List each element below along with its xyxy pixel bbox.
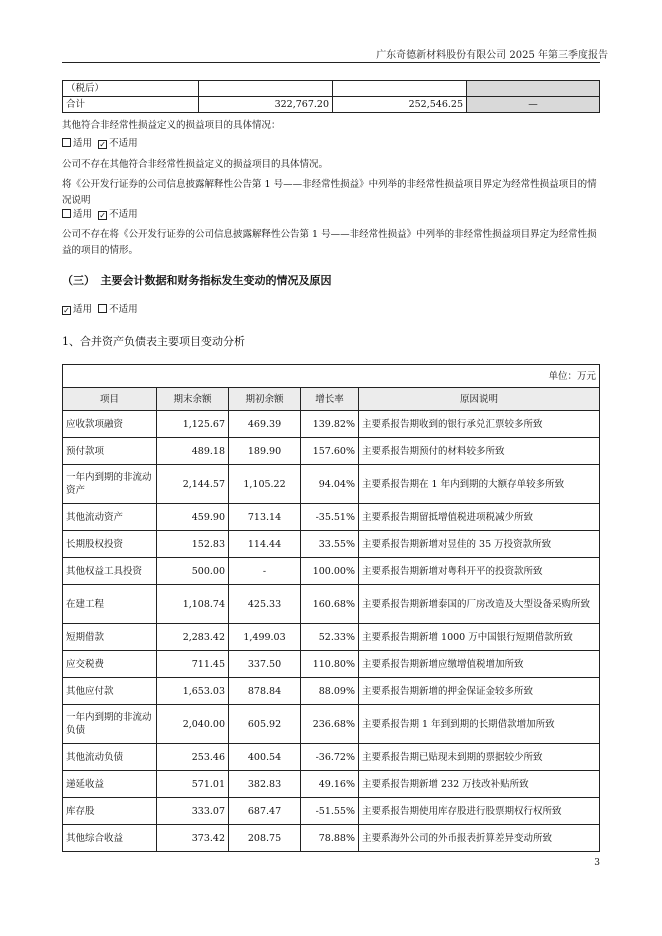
checkbox-unchecked-icon xyxy=(62,138,71,147)
row-label: （税后） xyxy=(63,81,199,97)
checkbox-unchecked-icon xyxy=(98,304,107,313)
reclass-statement: 公司不存在将《公开发行证券的公司信息披露解释性公告第 1 号——非经常性损益》中列举的非经常性损益项目界定为经常性损益的项目的情形。 xyxy=(62,229,597,256)
table-row: 预付款项 489.18 189.90 157.60% 主要系报告期预付的材料较多所致 xyxy=(63,438,600,465)
header-row xyxy=(63,388,600,411)
section-title: （三） 主要会计数据和财务指标发生变动的情况及原因 xyxy=(62,274,332,287)
table-row: 应收款项融资 1,125.67 469.39 139.82% 主要系报告期收到的银行承兑汇票较多所致 xyxy=(63,411,600,438)
table-row-total xyxy=(63,97,600,113)
header-divider xyxy=(62,62,600,63)
report-header-title: 广东奇德新材料股份有限公司 2025 年第三季度报告 xyxy=(376,50,608,61)
checkbox-checked-icon: ✓ xyxy=(99,211,106,220)
other-items-statement: 公司不存在其他符合非经常性损益定义的损益项目的具体情况。 xyxy=(62,159,329,170)
column-header: 期初余额 xyxy=(229,388,301,411)
checkbox-checked-icon: ✓ xyxy=(63,306,70,315)
table-row: 库存股 333.07 687.47 -51.55% 主要系报告期使用库存股进行股票期权行权所致 xyxy=(63,798,600,825)
checkbox-unchecked-icon xyxy=(62,209,71,218)
reclass-checkboxes: 适用 ✓ 不适用 xyxy=(62,207,602,223)
section3-checkboxes: ✓ 适用 不适用 xyxy=(63,304,138,315)
total-current: 322,767.20 xyxy=(199,97,333,113)
table-row: 长期股权投资 152.83 114.44 33.55% 主要系报告期新增对昱佳的 35 万投资款所致 xyxy=(63,531,600,558)
column-header: 期末余额 xyxy=(157,388,229,411)
table-row: 其他流动负债 253.46 400.54 -36.72% 主要系报告期已贴现未到期的票据较少所致 xyxy=(63,744,600,771)
total-note: — xyxy=(467,97,600,113)
total-ytd: 252,546.25 xyxy=(333,97,467,113)
total-label: 合计 xyxy=(63,97,199,113)
page-number: 3 xyxy=(594,858,600,868)
reclass-intro: 将《公开发行证券的公司信息披露解释性公告第 1 号——非经常性损益》中列举的非经常性损益项目界定为经常性损益项目的情况说明 xyxy=(62,179,597,206)
column-header: 项目 xyxy=(63,388,157,411)
other-items-checkboxes: 适用 ✓ 不适用 xyxy=(62,136,602,152)
table-row: 其他流动资产 459.90 713.14 -35.51% 主要系报告期留抵增值税进项税减少所致 xyxy=(63,504,600,531)
table-row: 一年内到期的非流动资产 2,144.57 1,105.22 94.04% 主要系报告期在 1 年内到期的大额存单较多所致 xyxy=(63,465,600,504)
table-row: 在建工程 1,108.74 425.33 160.68% 主要系报告期新增泰国的厂房改造及大型设备采购所致 xyxy=(63,585,600,624)
table-row: 其他权益工具投资 500.00 - 100.00% 主要系报告期新增对粤科开平的投资款所致 xyxy=(63,558,600,585)
table-row: 其他应付款 1,653.03 878.84 88.09% 主要系报告期新增的押金保证金较多所致 xyxy=(63,678,600,705)
column-header: 增长率 xyxy=(301,388,359,411)
column-header: 原因说明 xyxy=(359,388,600,411)
non-recurring-total-table xyxy=(62,80,600,113)
unit-label: 单位：万元 xyxy=(63,365,600,388)
table-row: 应交税费 711.45 337.50 110.80% 主要系报告期新增应缴增值税增加所致 xyxy=(63,651,600,678)
table-row: 一年内到期的非流动负债 2,040.00 605.92 236.68% 主要系报告期 1 年到到期的长期借款增加所致 xyxy=(63,705,600,744)
table-row: 其他综合收益 373.42 208.75 78.88% 主要系海外公司的外币报表折算差异变动所致 xyxy=(63,825,600,852)
table-row xyxy=(63,81,600,97)
table-row: 递延收益 571.01 382.83 49.16% 主要系报告期新增 232 万技改补贴所致 xyxy=(63,771,600,798)
checkbox-checked-icon: ✓ xyxy=(99,140,106,149)
unit-row xyxy=(63,365,600,388)
table-row: 短期借款 2,283.42 1,499.03 52.33% 主要系报告期新增 1000 万中国银行短期借款所致 xyxy=(63,624,600,651)
other-items-intro: 其他符合非经常性损益定义的损益项目的具体情况： xyxy=(62,120,281,131)
subsection-title: 1、合并资产负债表主要项目变动分析 xyxy=(62,335,245,348)
balance-sheet-changes-table xyxy=(62,364,600,852)
